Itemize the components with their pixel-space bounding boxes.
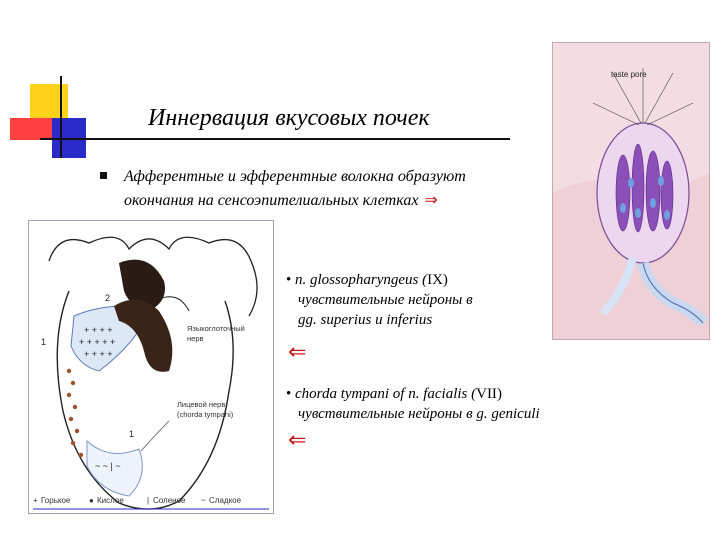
label-facial-2: (chorda tympani) <box>177 410 234 419</box>
nerve-2-name: chorda tympani of n. facialis ( <box>295 386 477 402</box>
legend-sour-symbol: ● <box>89 496 94 505</box>
arrow-left-icon-1: ⇐ <box>288 340 307 365</box>
bullet-dot: • <box>286 386 292 402</box>
nerve-1-suffix: ) <box>442 272 448 288</box>
legend-sweet: Сладкое <box>209 496 242 505</box>
legend-sweet-symbol: ~ <box>201 496 206 505</box>
legend-bitter-symbol: + <box>33 496 38 505</box>
arrow-left-icon-2: ⇐ <box>288 428 307 453</box>
label-facial-1: Лицевой нерв <box>177 400 226 409</box>
bullet-square-icon <box>100 172 107 179</box>
facial-pointer-line <box>141 421 169 451</box>
nerve-1-desc2: gg. superius и inferius <box>298 312 433 328</box>
tongue-diagram <box>29 221 273 513</box>
number-label-2: 1 <box>41 337 47 347</box>
label-glossopharyngeal-1: Языкоглоточный <box>187 324 245 333</box>
intro-bullet-line2-row <box>124 189 466 213</box>
bitter-marks-1: + + + + <box>84 325 113 335</box>
tongue-taste-map-figure <box>28 220 274 514</box>
taste-pore-label: taste pore <box>611 70 647 79</box>
legend-salty-symbol: | <box>147 496 150 505</box>
title-decoration-red <box>10 118 54 140</box>
taste-bud-figure <box>552 42 710 340</box>
nerve-2-suffix: ) <box>496 386 502 402</box>
intro-bullet-line1: Афферентные и эфферентные волокна образуют <box>124 168 466 185</box>
intro-bullet <box>124 165 466 213</box>
taste-bud-diagram <box>553 43 709 339</box>
nerve-2-desc1: чувствительные нейроны в g. geniculi <box>298 406 540 422</box>
number-label-1: 2 <box>105 293 111 303</box>
sour-dots <box>67 369 83 457</box>
nerve-item-2-title <box>286 384 540 404</box>
number-label-3: 1 <box>129 429 135 439</box>
sweet-marks: ~ ~ | ~ <box>95 461 121 471</box>
intro-bullet-line2: окончания на сенсоэпителиальных клетках <box>124 192 419 209</box>
slide-title: Иннервация вкусовых почек <box>148 105 430 131</box>
legend-bitter: Горькое <box>41 496 71 505</box>
nerve-2-roman: VII <box>476 386 497 402</box>
nerve-item-chorda-tympani <box>286 384 540 424</box>
legend-salty: Соленое <box>153 496 186 505</box>
nerve-1-name: n. glossopharyngeus ( <box>295 272 428 288</box>
nerve-1-roman: IX <box>427 272 443 288</box>
nerve-item-glossopharyngeus <box>286 270 473 330</box>
nerve-1-desc1: чувствительные нейроны в <box>298 292 473 308</box>
title-decoration-line-vertical <box>60 76 62 158</box>
title-underline <box>40 138 510 140</box>
bitter-marks-3: + + + + <box>84 349 113 359</box>
bitter-marks-2: + + + + + <box>79 337 116 347</box>
nerve-pointer-line <box>159 297 189 311</box>
bullet-dot: • <box>286 272 292 288</box>
label-glossopharyngeal-2: нерв <box>187 334 204 343</box>
nerve-item-1-title <box>286 270 473 290</box>
title-decoration-yellow <box>30 84 68 122</box>
arrow-right-icon: ⇒ <box>424 192 438 209</box>
legend-sour: Кислое <box>97 496 124 505</box>
